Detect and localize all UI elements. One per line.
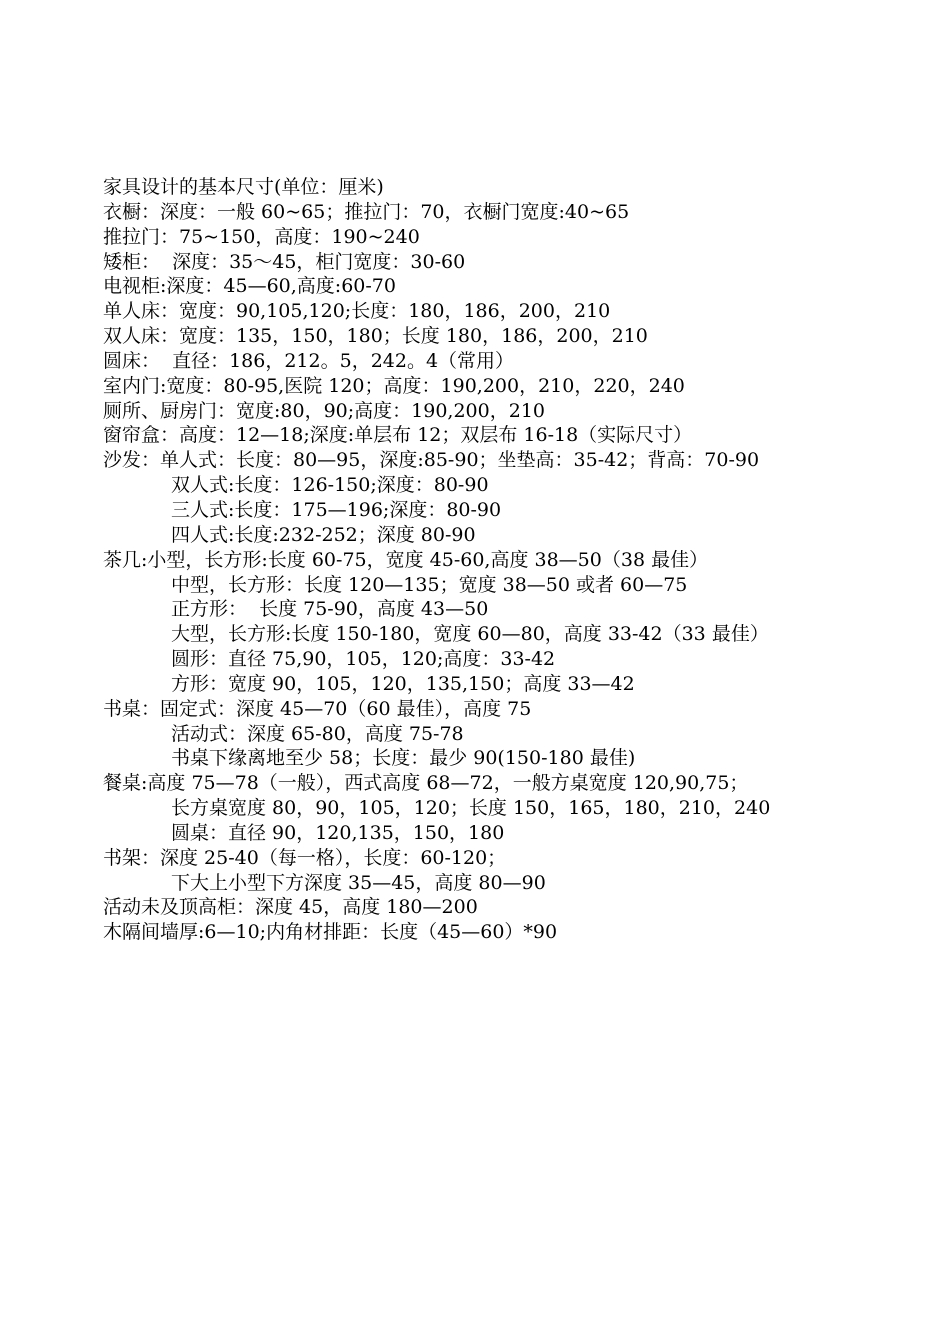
curtain-box-line: 窗帘盒：高度：12—18;深度:单层布 12；双层布 16-18（实际尺寸） (103, 424, 693, 447)
desk-movable-line: 活动式：深度 65-80，高度 75-78 (171, 722, 464, 745)
bookshelf-line: 书架：深度 25-40（每一格），长度：60-120； (103, 846, 507, 869)
coffee-table-round-line: 圆形：直径 75,90，105，120;高度：33-42 (171, 648, 556, 671)
dining-table-line: 餐桌:高度 75—78（一般），西式高度 68—72，一般方桌宽度 120,90,75； (103, 772, 749, 795)
sofa-line: 沙发：单人式：长度：80—95，深度:85-90；坐垫高：35-42；背高：70-90 (103, 449, 760, 472)
sofa-quad-line: 四人式:长度:232-252；深度 80-90 (171, 523, 476, 546)
interior-door-line: 室内门:宽度：80-95,医院 120；高度：190,200，210，220，240 (103, 374, 685, 397)
dining-table-rect-line: 长方桌宽度 80，90，105，120；长度 150，165，180，210，240 (171, 797, 771, 820)
wardrobe-line: 衣橱：深度：一般 60~65；推拉门：70，衣橱门宽度:40~65 (103, 200, 630, 223)
document-title: 家具设计的基本尺寸(单位：厘米) (103, 176, 384, 198)
sliding-door-line: 推拉门：75~150，高度：190~240 (103, 225, 420, 248)
document-body (103, 175, 923, 945)
single-bed-line: 单人床：宽度：90,105,120;长度：180，186，200，210 (103, 300, 611, 323)
desk-line: 书桌：固定式：深度 45—70（60 最佳），高度 75 (103, 697, 532, 720)
double-bed-line: 双人床：宽度：135，150，180；长度 180，186，200，210 (103, 325, 648, 348)
tall-cabinet-line: 活动未及顶高柜：深度 45，高度 180—200 (103, 896, 478, 919)
coffee-table-square-shape-line: 方形：宽度 90，105，120，135,150；高度 33—42 (171, 672, 635, 695)
round-bed-line: 圆床： 直径：186，212。5，242。4（常用） (103, 349, 515, 372)
coffee-table-square-line: 正方形： 长度 75-90，高度 43—50 (171, 598, 489, 621)
sofa-double-line: 双人式:长度：126-150;深度：80-90 (171, 474, 489, 497)
partition-wall-line: 木隔间墙厚:6—10;内角材排距：长度（45—60）*90 (103, 921, 558, 944)
dining-table-round-line: 圆桌：直径 90，120,135，150，180 (171, 821, 505, 844)
low-cabinet-line: 矮柜： 深度：35～45，柜门宽度：30-60 (103, 250, 466, 273)
coffee-table-line: 茶几:小型，长方形:长度 60-75，宽度 45-60,高度 38—50（38 最佳） (103, 548, 709, 571)
tv-cabinet-line: 电视柜:深度：45—60,高度:60-70 (103, 275, 396, 298)
coffee-table-medium-line: 中型，长方形：长度 120—135；宽度 38—50 或者 60—75 (171, 573, 688, 596)
desk-clearance-line: 书桌下缘离地至少 58；长度：最少 90(150-180 最佳) (171, 747, 636, 770)
sofa-triple-line: 三人式:长度：175—196;深度：80-90 (171, 498, 502, 521)
bathroom-kitchen-door-line: 厕所、厨房门：宽度:80，90;高度：190,200，210 (103, 399, 545, 422)
coffee-table-large-line: 大型，长方形:长度 150-180，宽度 60—80，高度 33-42（33 最佳） (171, 623, 769, 646)
bookshelf-small-top-line: 下大上小型下方深度 35—45，高度 80—90 (171, 871, 546, 894)
